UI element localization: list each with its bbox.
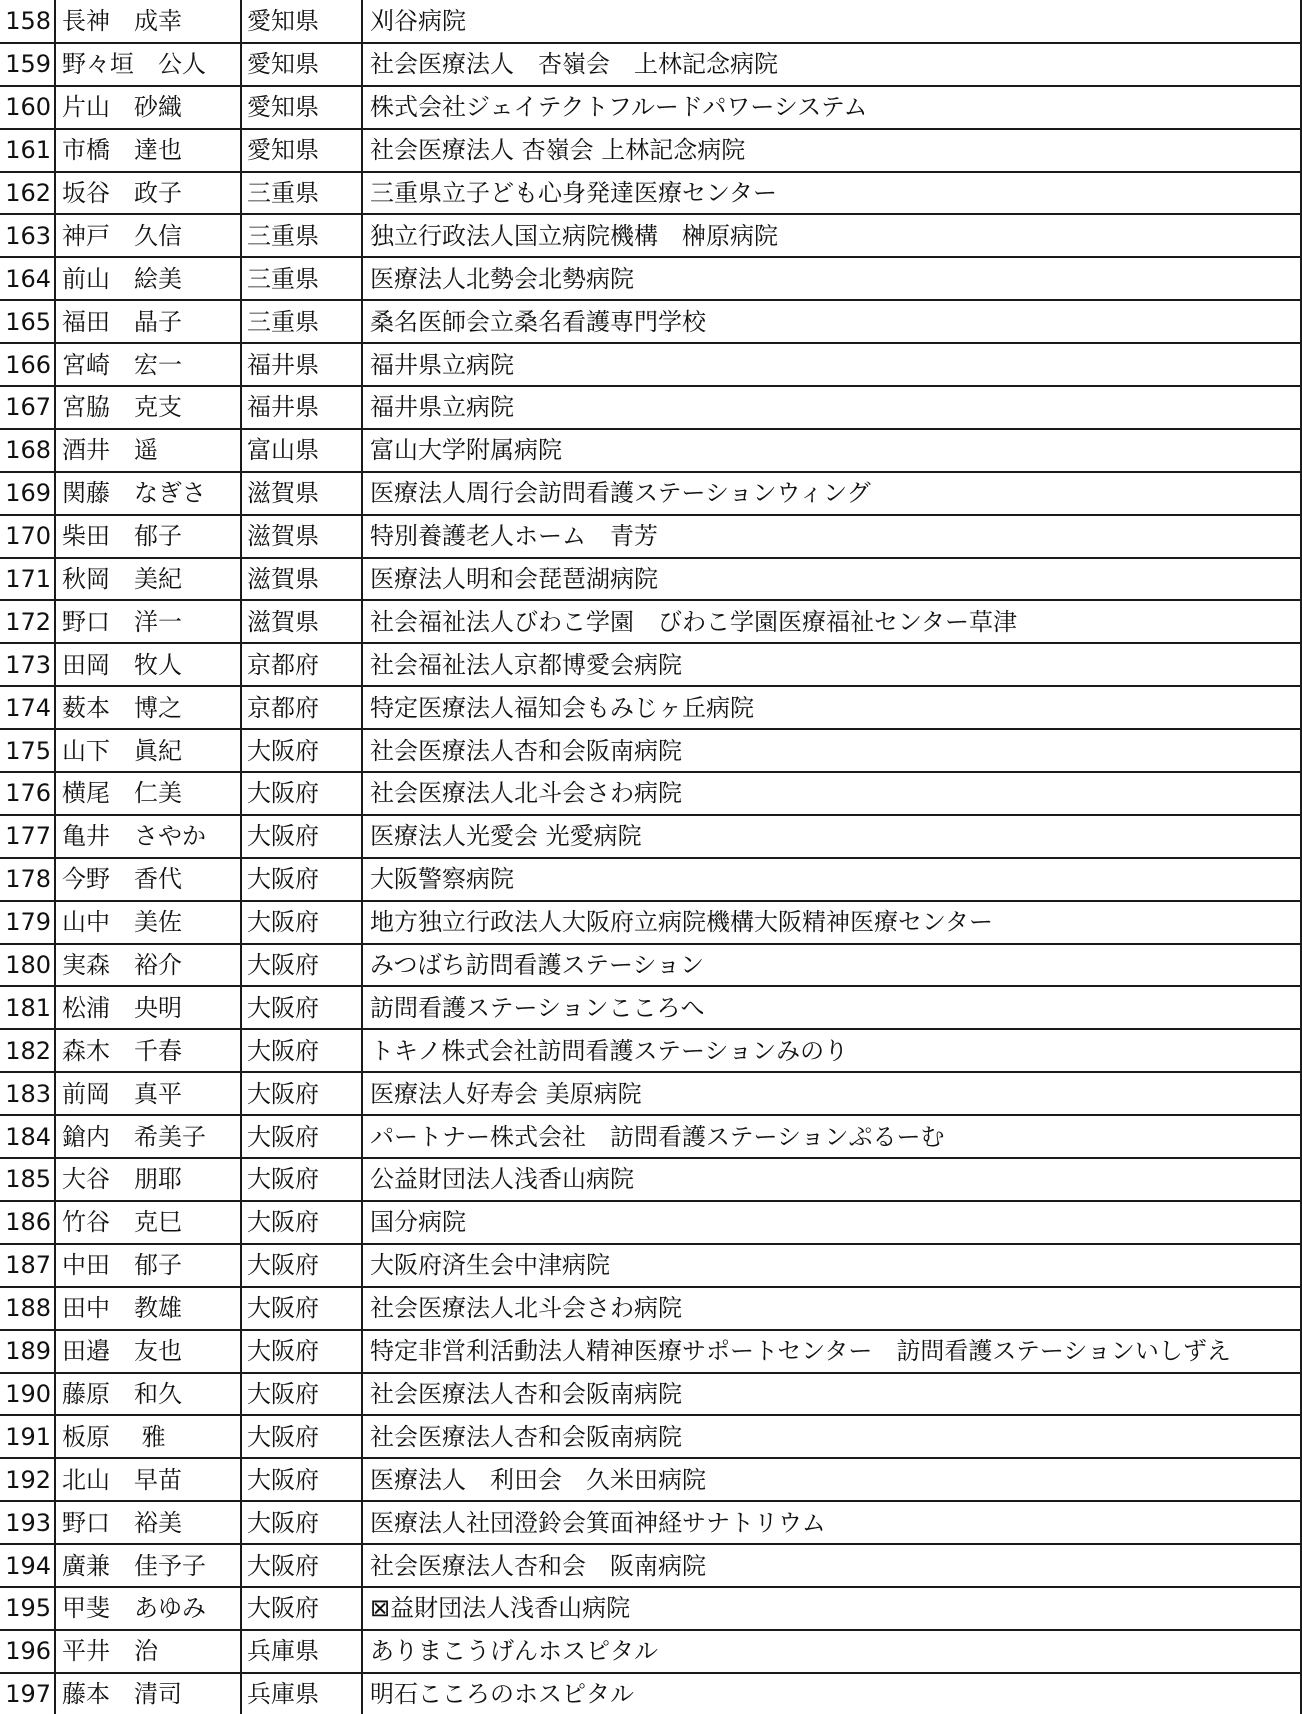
- prefecture: 大阪府: [241, 1458, 362, 1501]
- person-name: 野口 洋一: [55, 600, 241, 643]
- prefecture: 滋賀県: [241, 558, 362, 601]
- prefecture: 大阪府: [241, 1115, 362, 1158]
- table-row: [0, 1029, 1301, 1072]
- organization: 社会医療法人杏和会 阪南病院: [362, 1544, 1301, 1587]
- organization: 刈谷病院: [362, 0, 1301, 43]
- table-row: [0, 86, 1301, 129]
- row-number: 172: [0, 600, 55, 643]
- prefecture: 滋賀県: [241, 515, 362, 558]
- prefecture: 三重県: [241, 300, 362, 343]
- person-name: 野口 裕美: [55, 1501, 241, 1544]
- person-name: 田邉 友也: [55, 1330, 241, 1373]
- organization: 独立行政法人国立病院機構 榊原病院: [362, 214, 1301, 257]
- prefecture: 大阪府: [241, 858, 362, 901]
- row-number: 196: [0, 1630, 55, 1673]
- organization: ありまこうげんホスピタル: [362, 1630, 1301, 1673]
- person-name: 松浦 央明: [55, 986, 241, 1029]
- table-row: [0, 858, 1301, 901]
- organization: 株式会社ジェイテクトフルードパワーシステム: [362, 86, 1301, 129]
- prefecture: 大阪府: [241, 1501, 362, 1544]
- row-number: 170: [0, 515, 55, 558]
- person-name: 片山 砂織: [55, 86, 241, 129]
- table-row: [0, 1544, 1301, 1587]
- row-number: 176: [0, 772, 55, 815]
- prefecture: 愛知県: [241, 43, 362, 86]
- table-row: [0, 1244, 1301, 1287]
- prefecture: 京都府: [241, 686, 362, 729]
- prefecture: 大阪府: [241, 1201, 362, 1244]
- prefecture: 大阪府: [241, 1244, 362, 1287]
- row-number: 180: [0, 944, 55, 987]
- row-number: 163: [0, 214, 55, 257]
- prefecture: 福井県: [241, 343, 362, 386]
- person-name: 宮崎 宏一: [55, 343, 241, 386]
- prefecture: 大阪府: [241, 1029, 362, 1072]
- organization: 富山大学附属病院: [362, 429, 1301, 472]
- organization: 社会福祉法人京都博愛会病院: [362, 643, 1301, 686]
- organization: 公益財団法人浅香山病院: [362, 1158, 1301, 1201]
- prefecture: 大阪府: [241, 815, 362, 858]
- person-name: 宮脇 克支: [55, 386, 241, 429]
- prefecture: 大阪府: [241, 1072, 362, 1115]
- organization: 桑名医師会立桑名看護専門学校: [362, 300, 1301, 343]
- organization: 社会医療法人杏和会阪南病院: [362, 729, 1301, 772]
- row-number: 159: [0, 43, 55, 86]
- prefecture: 大阪府: [241, 1415, 362, 1458]
- table-row: [0, 815, 1301, 858]
- person-name: 田岡 牧人: [55, 643, 241, 686]
- person-name: 関藤 なぎさ: [55, 472, 241, 515]
- person-name: 神戸 久信: [55, 214, 241, 257]
- row-number: 179: [0, 901, 55, 944]
- row-number: 194: [0, 1544, 55, 1587]
- organization: 医療法人周行会訪問看護ステーションウィング: [362, 472, 1301, 515]
- table-row: [0, 0, 1301, 43]
- person-name: 山中 美佐: [55, 901, 241, 944]
- row-number: 175: [0, 729, 55, 772]
- table-row: [0, 1158, 1301, 1201]
- person-name: 中田 郁子: [55, 1244, 241, 1287]
- organization: 社会医療法人杏和会阪南病院: [362, 1415, 1301, 1458]
- table-row: [0, 129, 1301, 172]
- prefecture: 兵庫県: [241, 1673, 362, 1714]
- person-name: 坂谷 政子: [55, 172, 241, 215]
- row-number: 177: [0, 815, 55, 858]
- prefecture: 三重県: [241, 214, 362, 257]
- person-name: 酒井 遥: [55, 429, 241, 472]
- table-row: [0, 986, 1301, 1029]
- organization: 医療法人好寿会 美原病院: [362, 1072, 1301, 1115]
- prefecture: 大阪府: [241, 1544, 362, 1587]
- organization: 大阪警察病院: [362, 858, 1301, 901]
- prefecture: 滋賀県: [241, 600, 362, 643]
- person-name: 前山 絵美: [55, 257, 241, 300]
- row-number: 187: [0, 1244, 55, 1287]
- row-number: 167: [0, 386, 55, 429]
- table-row: [0, 901, 1301, 944]
- table-row: [0, 257, 1301, 300]
- row-number: 161: [0, 129, 55, 172]
- organization: 医療法人明和会琵琶湖病院: [362, 558, 1301, 601]
- organization: トキノ株式会社訪問看護ステーションみのり: [362, 1029, 1301, 1072]
- table-row: [0, 558, 1301, 601]
- row-number: 188: [0, 1287, 55, 1330]
- row-number: 158: [0, 0, 55, 43]
- organization: 社会医療法人北斗会さわ病院: [362, 772, 1301, 815]
- organization: 国分病院: [362, 1201, 1301, 1244]
- organization: 社会医療法人杏和会阪南病院: [362, 1373, 1301, 1416]
- table-row: [0, 1373, 1301, 1416]
- row-number: 162: [0, 172, 55, 215]
- row-number: 195: [0, 1587, 55, 1630]
- prefecture: 大阪府: [241, 729, 362, 772]
- table-row: [0, 1501, 1301, 1544]
- person-name: 山下 眞紀: [55, 729, 241, 772]
- prefecture: 三重県: [241, 257, 362, 300]
- row-number: 193: [0, 1501, 55, 1544]
- person-name: 田中 教雄: [55, 1287, 241, 1330]
- row-number: 178: [0, 858, 55, 901]
- organization: 医療法人社団澄鈴会箕面神経サナトリウム: [362, 1501, 1301, 1544]
- organization: 地方独立行政法人大阪府立病院機構大阪精神医療センター: [362, 901, 1301, 944]
- person-name: 亀井 さやか: [55, 815, 241, 858]
- prefecture: 大阪府: [241, 1373, 362, 1416]
- organization: 福井県立病院: [362, 343, 1301, 386]
- prefecture: 大阪府: [241, 944, 362, 987]
- row-number: 165: [0, 300, 55, 343]
- row-number: 183: [0, 1072, 55, 1115]
- table-row: [0, 729, 1301, 772]
- row-number: 191: [0, 1415, 55, 1458]
- row-number: 174: [0, 686, 55, 729]
- table-row: [0, 772, 1301, 815]
- person-name: 前岡 真平: [55, 1072, 241, 1115]
- organization: パートナー株式会社 訪問看護ステーションぷるーむ: [362, 1115, 1301, 1158]
- table-row: [0, 472, 1301, 515]
- prefecture: 兵庫県: [241, 1630, 362, 1673]
- person-name: 福田 晶子: [55, 300, 241, 343]
- organization: 医療法人北勢会北勢病院: [362, 257, 1301, 300]
- prefecture: 大阪府: [241, 1587, 362, 1630]
- organization: 社会医療法人北斗会さわ病院: [362, 1287, 1301, 1330]
- person-name: 長神 成幸: [55, 0, 241, 43]
- table-row: [0, 600, 1301, 643]
- row-number: 192: [0, 1458, 55, 1501]
- organization: 医療法人 利田会 久米田病院: [362, 1458, 1301, 1501]
- table-row: [0, 172, 1301, 215]
- organization: 社会医療法人 杏嶺会 上林記念病院: [362, 129, 1301, 172]
- row-number: 173: [0, 643, 55, 686]
- person-name: 鎗内 希美子: [55, 1115, 241, 1158]
- person-name: 藤本 清司: [55, 1673, 241, 1714]
- table-row: [0, 1458, 1301, 1501]
- person-name: 柴田 郁子: [55, 515, 241, 558]
- organization: 福井県立病院: [362, 386, 1301, 429]
- prefecture: 福井県: [241, 386, 362, 429]
- table-row: [0, 386, 1301, 429]
- table-row: [0, 643, 1301, 686]
- person-name: 森木 千春: [55, 1029, 241, 1072]
- row-number: 168: [0, 429, 55, 472]
- row-number: 182: [0, 1029, 55, 1072]
- table-row: [0, 1630, 1301, 1673]
- organization: みつばち訪問看護ステーション: [362, 944, 1301, 987]
- table-row: [0, 343, 1301, 386]
- person-name: 市橋 達也: [55, 129, 241, 172]
- person-name: 野々垣 公人: [55, 43, 241, 86]
- row-number: 186: [0, 1201, 55, 1244]
- organization: 社会福祉法人びわこ学園 びわこ学園医療福祉センター草津: [362, 600, 1301, 643]
- row-number: 197: [0, 1673, 55, 1714]
- prefecture: 京都府: [241, 643, 362, 686]
- organization: 特定非営利活動法人精神医療サポートセンター 訪問看護ステーションいしずえ: [362, 1330, 1301, 1373]
- table-row: [0, 1115, 1301, 1158]
- table-row: [0, 1587, 1301, 1630]
- table-row: [0, 300, 1301, 343]
- person-name: 平井 治: [55, 1630, 241, 1673]
- person-name: 秋岡 美紀: [55, 558, 241, 601]
- prefecture: 大阪府: [241, 1287, 362, 1330]
- prefecture: 滋賀県: [241, 472, 362, 515]
- prefecture: 愛知県: [241, 129, 362, 172]
- table-row: [0, 1415, 1301, 1458]
- organization: 明石こころのホスピタル: [362, 1673, 1301, 1714]
- prefecture: 愛知県: [241, 86, 362, 129]
- row-number: 189: [0, 1330, 55, 1373]
- row-number: 181: [0, 986, 55, 1029]
- organization: 訪問看護ステーションこころへ: [362, 986, 1301, 1029]
- organization: 特定医療法人福知会もみじヶ丘病院: [362, 686, 1301, 729]
- organization: 医療法人光愛会 光愛病院: [362, 815, 1301, 858]
- row-number: 184: [0, 1115, 55, 1158]
- person-name: 薮本 博之: [55, 686, 241, 729]
- table-row: [0, 1330, 1301, 1373]
- row-number: 164: [0, 257, 55, 300]
- organization: 特別養護老人ホーム 青芳: [362, 515, 1301, 558]
- table-row: [0, 515, 1301, 558]
- table-row: [0, 43, 1301, 86]
- prefecture: 三重県: [241, 172, 362, 215]
- organization: 三重県立子ども心身発達医療センター: [362, 172, 1301, 215]
- prefecture: 大阪府: [241, 986, 362, 1029]
- person-name: 今野 香代: [55, 858, 241, 901]
- table-row: [0, 429, 1301, 472]
- person-name: 横尾 仁美: [55, 772, 241, 815]
- prefecture: 愛知県: [241, 0, 362, 43]
- person-name: 甲斐 あゆみ: [55, 1587, 241, 1630]
- row-number: 166: [0, 343, 55, 386]
- organization: 大阪府済生会中津病院: [362, 1244, 1301, 1287]
- row-number: 169: [0, 472, 55, 515]
- table-row: [0, 1287, 1301, 1330]
- person-name: 板原 雅: [55, 1415, 241, 1458]
- table-row: [0, 1072, 1301, 1115]
- table-row: [0, 1673, 1301, 1714]
- prefecture: 大阪府: [241, 1330, 362, 1373]
- person-name: 大谷 朋耶: [55, 1158, 241, 1201]
- table-row: [0, 686, 1301, 729]
- person-name: 藤原 和久: [55, 1373, 241, 1416]
- row-number: 171: [0, 558, 55, 601]
- organization: 社会医療法人 杏嶺会 上林記念病院: [362, 43, 1301, 86]
- prefecture: 大阪府: [241, 901, 362, 944]
- person-name: 北山 早苗: [55, 1458, 241, 1501]
- row-number: 185: [0, 1158, 55, 1201]
- table-row: [0, 214, 1301, 257]
- person-name: 廣兼 佳予子: [55, 1544, 241, 1587]
- row-number: 190: [0, 1373, 55, 1416]
- prefecture: 大阪府: [241, 772, 362, 815]
- organization: ⊠益財団法人浅香山病院: [362, 1587, 1301, 1630]
- table-row: [0, 944, 1301, 987]
- person-name: 実森 裕介: [55, 944, 241, 987]
- table-row: [0, 1201, 1301, 1244]
- person-name: 竹谷 克巳: [55, 1201, 241, 1244]
- prefecture: 大阪府: [241, 1158, 362, 1201]
- row-number: 160: [0, 86, 55, 129]
- prefecture: 富山県: [241, 429, 362, 472]
